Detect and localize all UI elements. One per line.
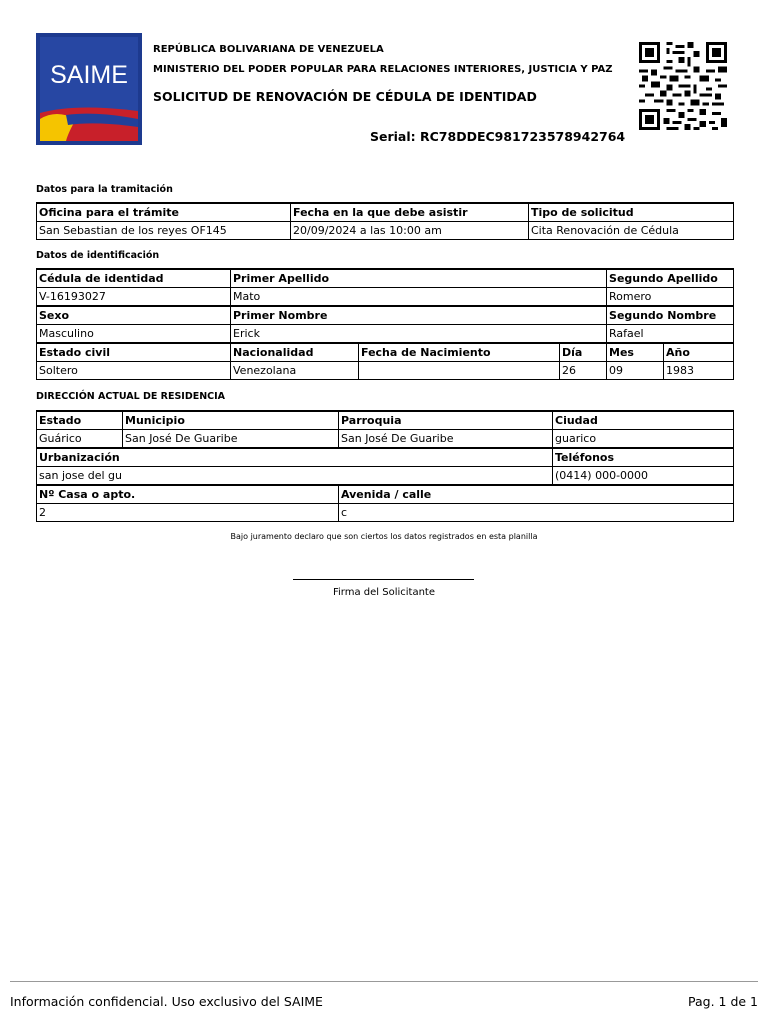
value-fecha-asistir: 20/09/2024 a las 10:00 am — [291, 222, 529, 240]
header-estado-civil: Estado civil — [37, 343, 231, 362]
header-parroquia: Parroquia — [339, 411, 553, 430]
section-tramitacion: Datos para la tramitación — [36, 184, 173, 195]
header-segundo-nombre: Segundo Nombre — [607, 306, 734, 325]
logo-text: SAIME — [50, 61, 128, 89]
value-segundo-apellido: Romero — [607, 288, 734, 307]
value-sexo: Masculino — [37, 325, 231, 344]
value-dia: 26 — [560, 362, 607, 380]
footer-confidential: Información confidencial. Uso exclusivo del SAIME — [10, 994, 323, 1009]
header-segundo-apellido: Segundo Apellido — [607, 269, 734, 288]
signature-label: Firma del Solicitante — [332, 587, 435, 598]
value-primer-nombre: Erick — [231, 325, 607, 344]
header-tipo-solicitud: Tipo de solicitud — [529, 203, 734, 222]
value-fecha-nacimiento — [359, 362, 560, 380]
value-anio: 1983 — [664, 362, 734, 380]
header-municipio: Municipio — [123, 411, 339, 430]
header-republica: REPÚBLICA BOLIVARIANA DE VENEZUELA — [153, 44, 384, 55]
value-segundo-nombre: Rafael — [607, 325, 734, 344]
residencia-table — [36, 410, 734, 522]
qr-code-icon — [636, 42, 730, 130]
header-estado: Estado — [37, 411, 123, 430]
header-cedula: Cédula de identidad — [37, 269, 231, 288]
value-telefonos: (0414) 000-0000 — [553, 467, 734, 486]
value-tipo-solicitud: Cita Renovación de Cédula — [529, 222, 734, 240]
header-ministerio: MINISTERIO DEL PODER POPULAR PARA RELACIONES INTERIORES, JUSTICIA Y PAZ — [153, 64, 613, 75]
header-mes: Mes — [607, 343, 664, 362]
value-casa: 2 — [37, 504, 339, 522]
page-title: SOLICITUD DE RENOVACIÓN DE CÉDULA DE IDENTIDAD — [153, 89, 537, 104]
value-parroquia: San José De Guaribe — [339, 430, 553, 449]
declaracion-text: Bajo juramento declaro que son ciertos los datos registrados en esta planilla — [230, 532, 538, 541]
header-ciudad: Ciudad — [553, 411, 734, 430]
value-cedula: V-16193027 — [37, 288, 231, 307]
footer-page-number: Pag. 1 de 1 — [688, 994, 758, 1009]
serial-number: Serial: RC78DDEC981723578942764 — [370, 129, 626, 144]
header-dia: Día — [560, 343, 607, 362]
value-primer-apellido: Mato — [231, 288, 607, 307]
header-fecha-asistir: Fecha en la que debe asistir — [291, 203, 529, 222]
value-municipio: San José De Guaribe — [123, 430, 339, 449]
value-urbanizacion: san jose del gu — [37, 467, 553, 486]
value-estado-civil: Soltero — [37, 362, 231, 380]
header-fecha-nacimiento: Fecha de Nacimiento — [359, 343, 560, 362]
header-primer-nombre: Primer Nombre — [231, 306, 607, 325]
header-sexo: Sexo — [37, 306, 231, 325]
tramitacion-table — [36, 202, 734, 240]
value-nacionalidad: Venezolana — [231, 362, 359, 380]
footer-divider — [10, 981, 758, 982]
header-avenida: Avenida / calle — [339, 485, 734, 504]
identificacion-table — [36, 268, 734, 380]
header-urbanizacion: Urbanización — [37, 448, 553, 467]
header-casa: Nº Casa o apto. — [37, 485, 339, 504]
header-oficina: Oficina para el trámite — [37, 203, 291, 222]
value-avenida: c — [339, 504, 734, 522]
value-estado: Guárico — [37, 430, 123, 449]
header-anio: Año — [664, 343, 734, 362]
section-identificacion: Datos de identificación — [36, 250, 160, 261]
saime-logo — [36, 33, 142, 145]
header-nacionalidad: Nacionalidad — [231, 343, 359, 362]
section-residencia: DIRECCIÓN ACTUAL DE RESIDENCIA — [36, 391, 226, 402]
header-telefonos: Teléfonos — [553, 448, 734, 467]
value-oficina: San Sebastian de los reyes OF145 — [37, 222, 291, 240]
signature-line — [293, 579, 474, 580]
value-mes: 09 — [607, 362, 664, 380]
value-ciudad: guarico — [553, 430, 734, 449]
header-primer-apellido: Primer Apellido — [231, 269, 607, 288]
